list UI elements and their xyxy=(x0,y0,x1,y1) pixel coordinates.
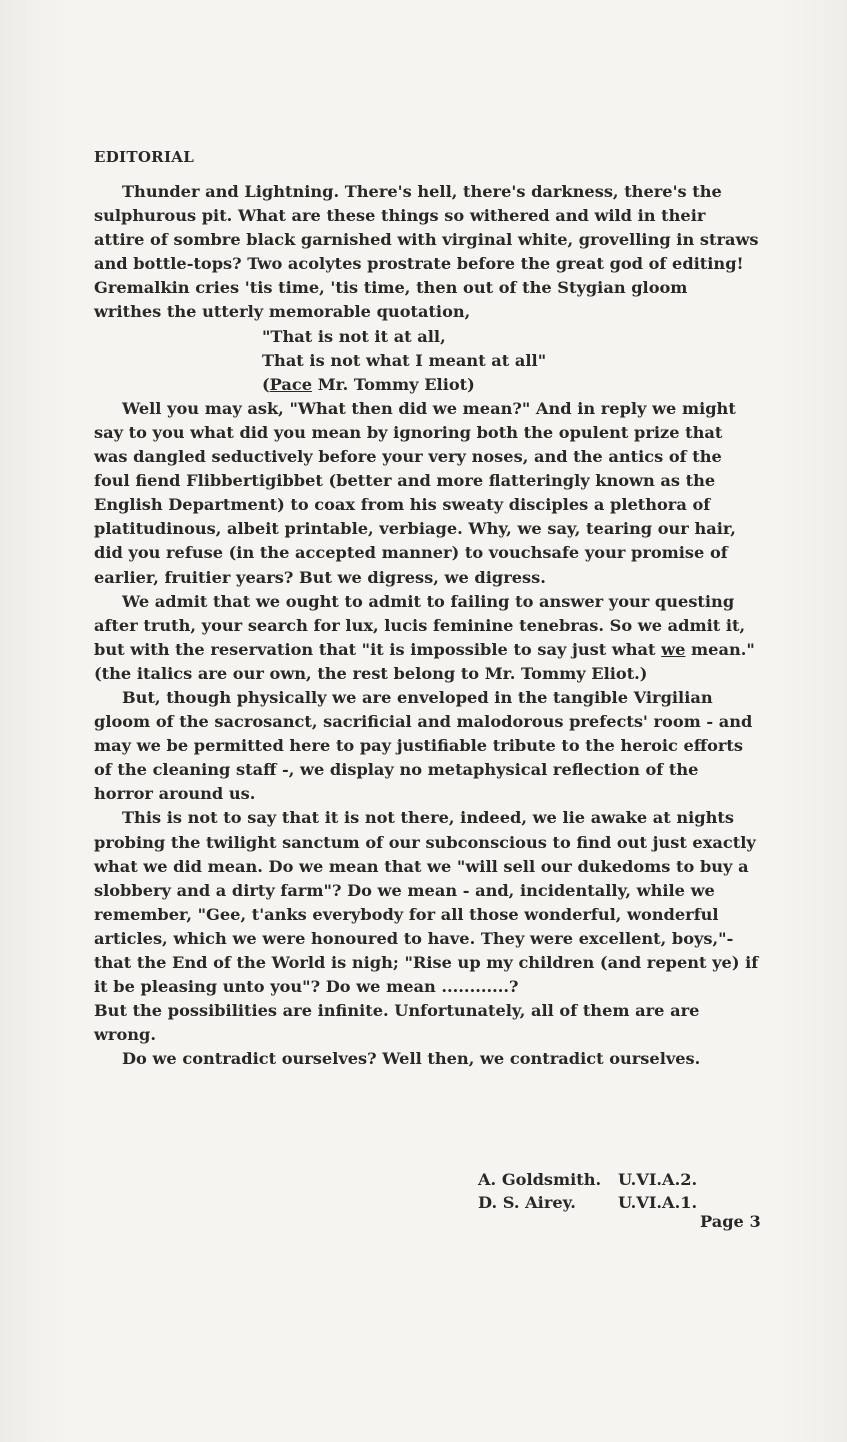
attribution-pace: Pace xyxy=(269,374,313,394)
signature-row xyxy=(478,1191,697,1214)
paragraph-3 xyxy=(94,590,759,686)
paragraph-3-underlined-we: we xyxy=(661,639,686,659)
paragraph-5: This is not to say that it is not there, indeed, we lie awake at nights probing the twilight sanctum of our subconscious to find out just exactly what we did mean. Do we mean that we "will sell our dukedoms to buy a slobbery and a dirty farm"? Do we mean - and, incidentally, while we remember, "Gee, t'anks everybody for all those wonderful, wonderful articles, which we were honoured to have. They were excellent, boys,"- that the End of the World is nigh; "Rise up my children (and repent ye) if it be pleasing unto you"? Do we mean ............? xyxy=(94,808,759,997)
paragraph-7: Do we contradict ourselves? Well then, we contradict ourselves. xyxy=(122,1049,701,1069)
paragraph-2: Well you may ask, "What then did we mean?" And in reply we might say to you what did you mean by ignoring both the opulent prize that was dangled seductively before your very noses, and the antics of the foul fiend Flibbertigibbet (better and more flatteringly known as the English Department) to coax from his sweaty disciples a plethora of platitudinous, albeit printable, verbiage. Why, we say, tearing our hair, did you refuse (in the accepted manner) to vouchsafe your promise of earlier, fruitier years? But we digress, we digress. xyxy=(94,398,736,587)
signatures xyxy=(478,1168,697,1214)
quotation xyxy=(94,325,759,397)
page-number: Page 3 xyxy=(700,1212,761,1231)
signature-row xyxy=(478,1168,697,1191)
signature-form: U.VI.A.2. xyxy=(618,1170,698,1189)
paragraph-3-part-b: mean." (the italics are our own, the rest belong to Mr. Tommy Eliot.) xyxy=(94,639,755,683)
signature-name: A. Goldsmith. xyxy=(478,1170,602,1189)
attribution-rest: Mr. Tommy Eliot) xyxy=(312,374,475,394)
signature-name: D. S. Airey. xyxy=(478,1193,576,1212)
quotation-line-1: "That is not it at all, xyxy=(262,326,446,346)
paragraph-1: Thunder and Lightning. There's hell, there's darkness, there's the sulphurous pit. What are these things so withered and wild in their attire of sombre black garnished with virginal white, grovelling in straws and bottle-tops? Two acolytes prostrate before the great god of editing! Gremalkin cries 'tis time, 'tis time, then out of the Stygian gloom writhes the utterly memorable quotation, xyxy=(94,182,759,322)
attribution-open-paren: ( xyxy=(262,374,270,394)
paragraph-3-part-a: We admit that we ought to admit to failing to answer your questing after truth, your search for lux, lucis feminine tenebras. So we admit it, but with the reservation that "it is impossible to say just what xyxy=(94,591,746,659)
quotation-line-2: That is not what I meant at all" xyxy=(262,350,547,370)
paragraph-6: But the possibilities are infinite. Unfortunately, all of them are are wrong. xyxy=(94,1001,700,1045)
paragraph-4: But, though physically we are enveloped in the tangible Virgilian gloom of the sacrosanct, sacrificial and malodorous prefects' room - and may we be permitted here to pay justifiable tribute to the heroic efforts of the cleaning staff -, we display no metaphysical reflection of the horror around us. xyxy=(94,687,753,804)
editorial-body xyxy=(94,180,759,1071)
signature-form: U.VI.A.1. xyxy=(618,1193,698,1212)
quotation-attribution xyxy=(262,373,759,397)
editorial-heading: EDITORIAL xyxy=(94,148,195,166)
